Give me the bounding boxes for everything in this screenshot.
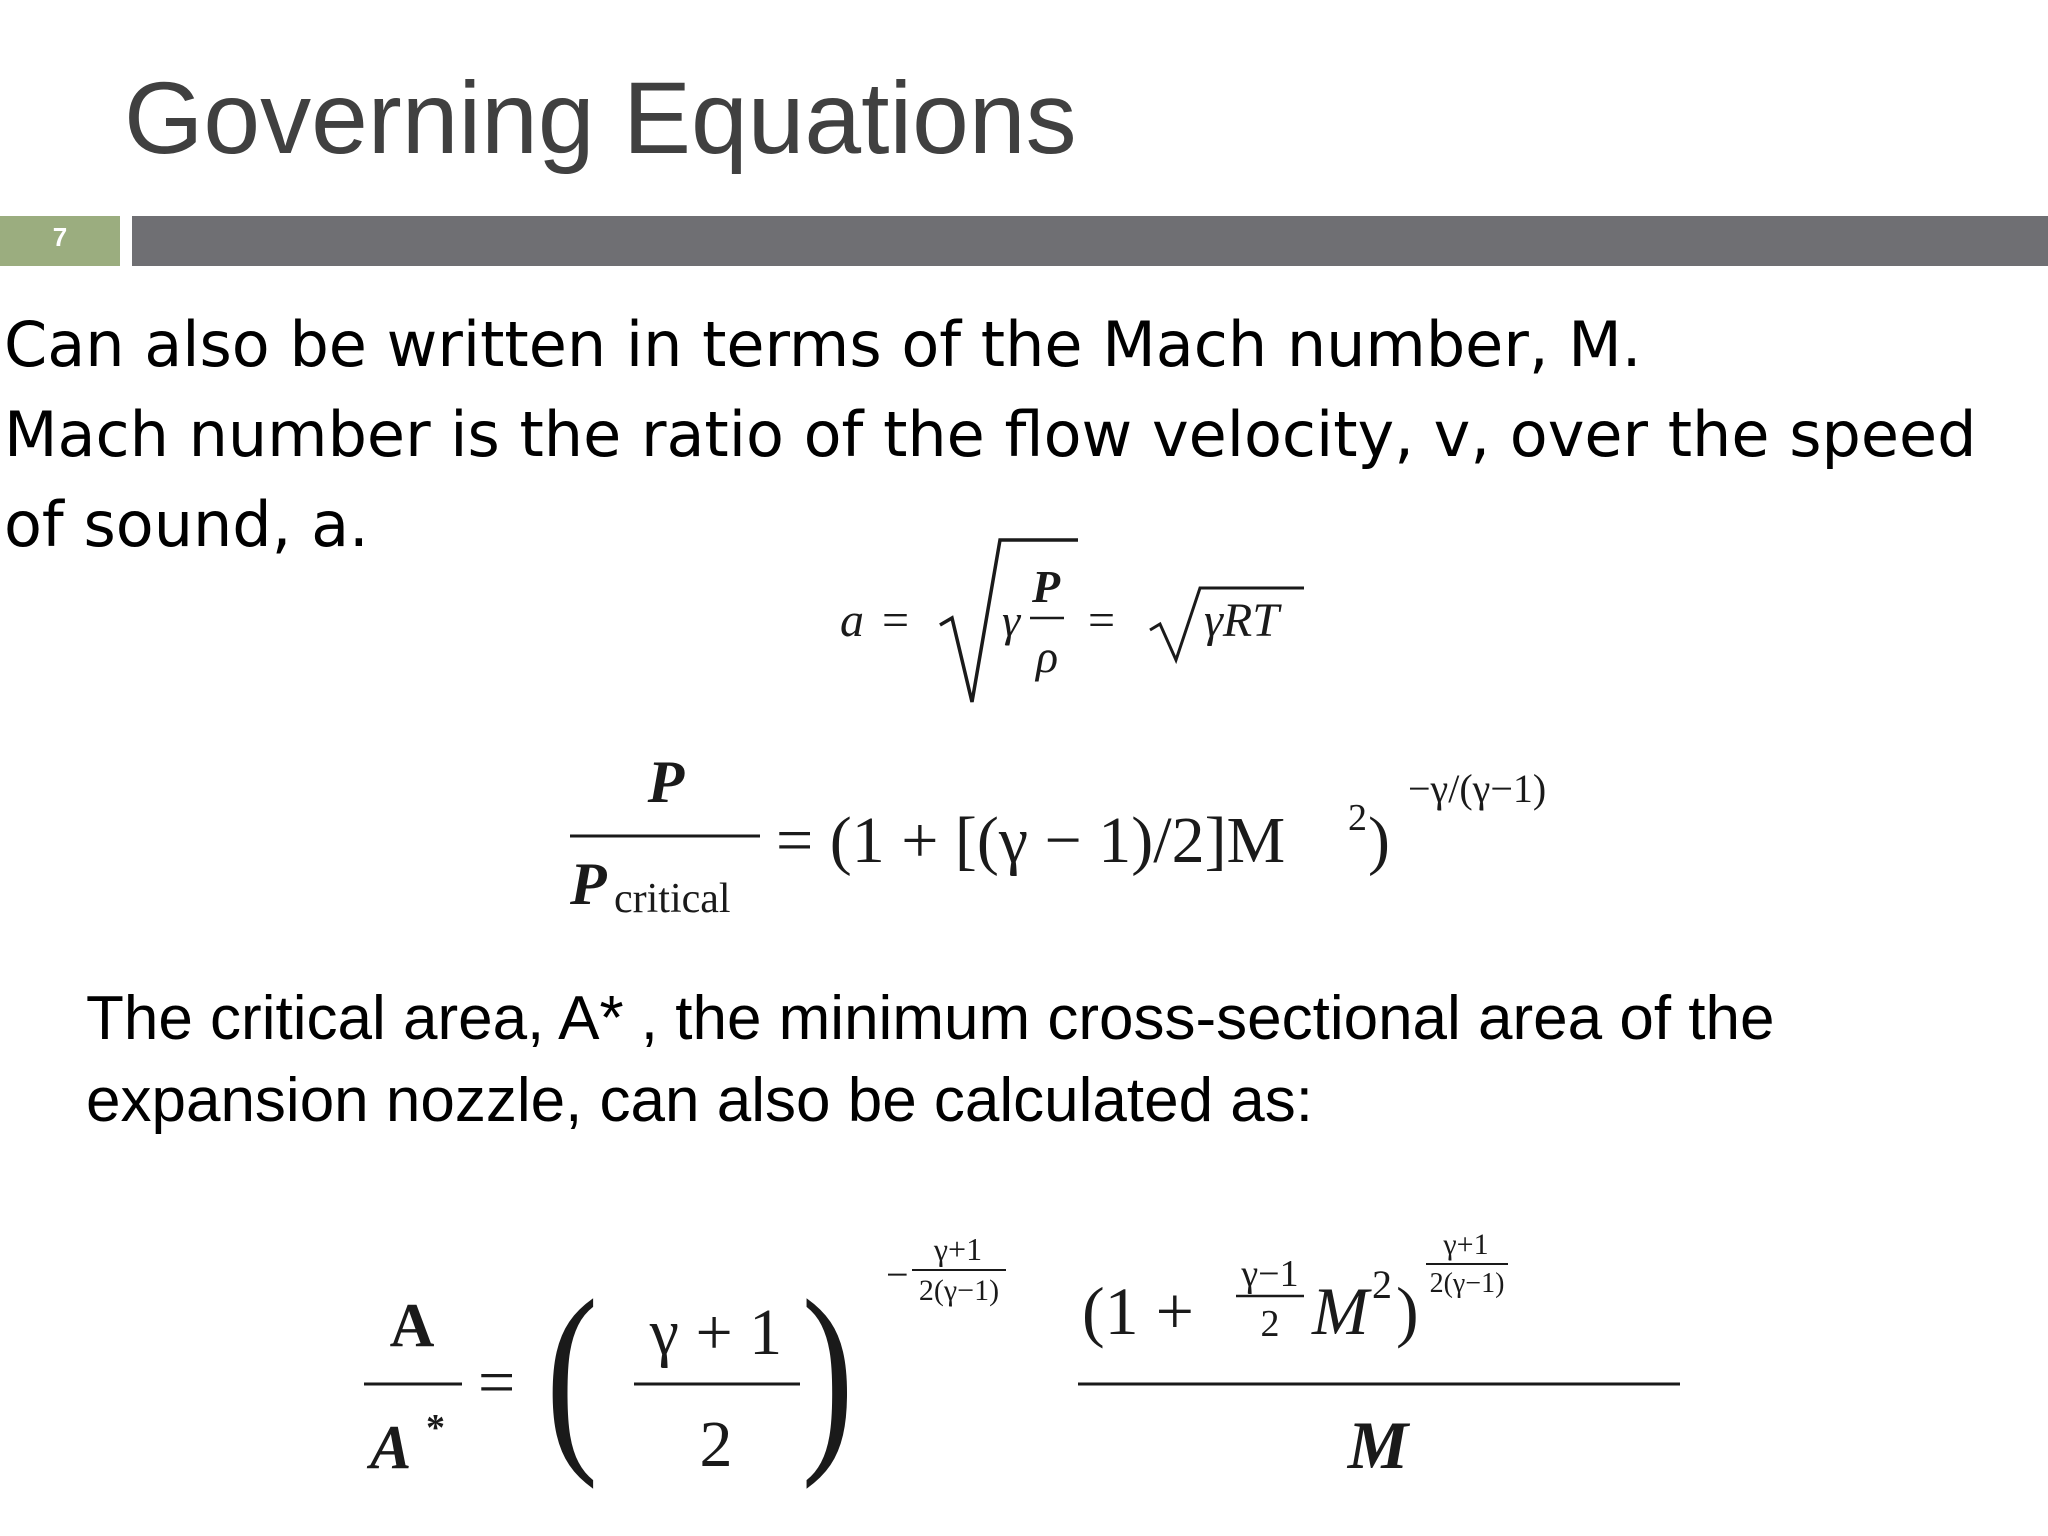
- eq3-equals: =: [478, 1346, 516, 1419]
- eq3-denominator-a: A: [370, 1414, 412, 1482]
- equation-area-ratio-svg: [350, 1218, 1710, 1518]
- eq2-close-paren: ): [1368, 804, 1390, 877]
- eq3-m: M: [1312, 1273, 1369, 1349]
- eq3-exponent1-sign: −: [886, 1252, 909, 1297]
- eq3-main-denominator: M: [1347, 1407, 1409, 1483]
- eq3-inner-denominator: 2: [699, 1408, 733, 1481]
- equation-area-ratio: [350, 1218, 1710, 1523]
- eq3-half-denominator: 2: [1260, 1303, 1280, 1345]
- eq3-inner-numerator: γ + 1: [649, 1296, 783, 1369]
- eq1-gamma: γ: [1002, 595, 1021, 646]
- eq2-rhs: = (1 + [(γ − 1)/2]M: [776, 804, 1286, 877]
- eq3-frac-close: ): [1396, 1273, 1419, 1349]
- eq3-star: *: [426, 1407, 445, 1449]
- slide-title: Governing Equations: [124, 61, 1077, 175]
- eq2-numerator: P: [647, 749, 685, 815]
- eq1-rhs: γRT: [1204, 594, 1279, 647]
- eq1-denominator: ρ: [1035, 631, 1059, 682]
- eq3-exponent2-denominator: 2(γ−1): [1429, 1268, 1505, 1299]
- intro-line-1: Can also be written in terms of the Mach number, M.: [4, 308, 1642, 381]
- eq1-equals: =: [882, 594, 910, 647]
- eq2-denominator-subscript: critical: [614, 876, 731, 922]
- eq3-exponent1-numerator: γ+1: [933, 1231, 983, 1267]
- equation-pressure-ratio-svg: [560, 740, 1700, 930]
- title-divider-bar: [132, 216, 2048, 266]
- eq1-equals-2: =: [1088, 594, 1116, 647]
- eq3-exponent2-numerator: γ+1: [1443, 1228, 1489, 1261]
- eq3-m-squared: 2: [1372, 1262, 1392, 1307]
- eq2-squared: 2: [1348, 797, 1367, 839]
- eq1-numerator: P: [1031, 561, 1061, 612]
- intro-line-2: Mach number is the ratio of the flow velocity, v, over the speed of sound, a.: [4, 398, 1977, 561]
- eq2-denominator: P: [570, 851, 607, 917]
- eq3-left-paren: (: [545, 1258, 599, 1491]
- slide-number: 7: [52, 222, 68, 252]
- equation-pressure-ratio: [560, 740, 1700, 935]
- eq3-half-numerator: γ−1: [1241, 1253, 1299, 1295]
- equation-speed-of-sound: [820, 530, 1320, 715]
- eq2-exponent: −γ/(γ−1): [1408, 766, 1547, 811]
- equation-speed-of-sound-svg: [820, 530, 1320, 710]
- critical-area-text: The critical area, A* , the minimum cross-sectional area of the expansion nozzle, can also be calculated as:: [86, 984, 1775, 1135]
- eq3-numerator-a: A: [389, 1292, 435, 1360]
- eq3-right-paren: ): [801, 1258, 854, 1491]
- slide-number-badge: [0, 216, 120, 266]
- eq3-exponent1-denominator: 2(γ−1): [918, 1274, 1000, 1307]
- eq1-lhs: a: [840, 594, 864, 647]
- eq3-frac-open: (1 +: [1082, 1273, 1194, 1349]
